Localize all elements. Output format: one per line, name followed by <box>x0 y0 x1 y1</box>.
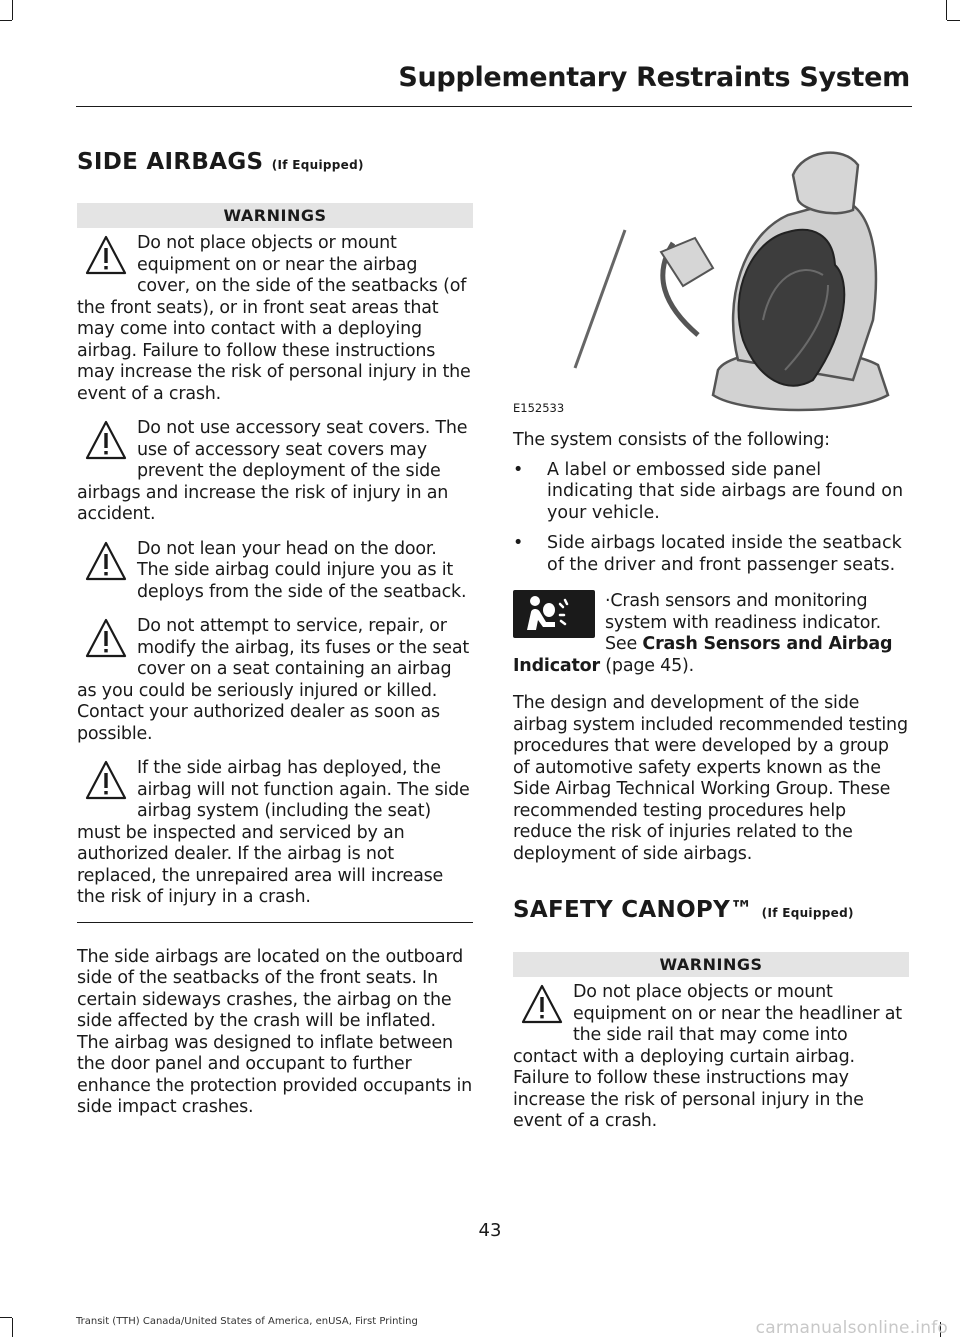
warnings-header: WARNINGS <box>77 203 473 228</box>
warning-item <box>77 539 473 604</box>
left-column <box>77 149 473 1119</box>
warning-item <box>77 758 473 909</box>
warning-text: Do not place objects or mount equipment on or near the headliner at the side rail that may come into contact with a deploying curtain airbag. Failure to follow these instructions may increase the risk of personal injury in the event of a crash. <box>513 982 902 1131</box>
warning-item <box>77 616 473 745</box>
footer: Transit (TTH) Canada/United States of America, enUSA, First Printing <box>76 1316 418 1327</box>
indicator-page-ref: (page 45). <box>605 655 695 676</box>
warning-text: Do not use accessory seat covers. The use of accessory seat covers may prevent the deployment of the side airbags and increase the risk of injury in an accident. <box>77 418 468 524</box>
bullet: • <box>513 533 524 553</box>
airbag-indicator-icon <box>513 590 595 638</box>
indicator-description: ·Crash sensors and monitoring system with readiness indicator. See <box>605 591 882 654</box>
warning-triangle-icon <box>84 539 128 583</box>
bullet: • <box>513 459 524 480</box>
indicator-block <box>513 591 909 677</box>
crop-mark <box>947 20 960 21</box>
warning-triangle-icon <box>84 418 128 462</box>
crash-sensors-link[interactable]: Crash Sensors and Airbag Indicator <box>513 634 893 676</box>
warnings-header: WARNINGS <box>513 952 909 977</box>
warning-triangle-icon <box>520 982 564 1026</box>
crop-mark <box>12 1318 13 1337</box>
watermark: carmanualsonline.info <box>755 1318 948 1338</box>
figure-code: E152533 <box>513 401 565 415</box>
crop-mark <box>946 0 947 20</box>
warnings-end-rule <box>77 922 473 923</box>
list-item <box>513 460 909 525</box>
list-item <box>513 533 909 576</box>
right-column <box>513 430 909 1133</box>
crop-mark <box>12 0 13 20</box>
warning-item <box>513 982 909 1133</box>
seat-drawing <box>513 140 906 422</box>
warning-item <box>77 418 473 526</box>
page-title: Supplementary Restraints System <box>398 62 910 93</box>
crop-mark <box>0 1317 12 1318</box>
warning-triangle-icon <box>84 758 128 802</box>
system-intro: The system consists of the following: <box>513 430 830 450</box>
section-heading-side-airbags <box>77 149 473 175</box>
section-title: SAFETY CANOPY™ <box>513 897 754 923</box>
side-airbag-seat-illustration <box>513 140 906 422</box>
crop-mark <box>0 20 12 21</box>
section-title: SIDE AIRBAGS <box>77 149 264 175</box>
system-components-list <box>513 460 909 577</box>
warning-text: Do not attempt to service, repair, or modify the airbag, its fuses or the seat cover on a seat containing an airbag as you could be seriously injured or killed. Contact your authorized dealer as soon as possible. <box>77 616 470 744</box>
page-number: 43 <box>478 1220 502 1241</box>
list-item-text: A label or embossed side panel indicating that side airbags are found on your vehicle. <box>547 459 904 523</box>
warning-triangle-icon <box>84 616 128 660</box>
list-item-text: Side airbags located inside the seatback of the driver and front passenger seats. <box>547 533 902 575</box>
side-airbag-paragraph: The side airbags are located on the outboard side of the seatbacks of the front seats. In certain sideways crashes, the airbag on the side affected by the crash will be inflated. The airbag was designed to inflate between the door panel and occupant to further enhance the protection provided occupants in side impact crashes. <box>77 946 473 1117</box>
warning-text: Do not lean your head on the door. The side airbag could injure you as it deploys from the side of the seatback. <box>137 538 467 602</box>
design-paragraph: The design and development of the side airbag system included recommended testing procedures that were developed by a group of automotive safety experts known as the Side Airbag Technical Working Group. These recommended testing procedures help reduce the risk of injuries related to the deployment of side airbags. <box>513 693 908 864</box>
warning-text: If the side airbag has deployed, the airbag will not function again. The side airbag system (including the seat) must be inspected and serviced by an authorized dealer. If the airbag is not replaced, the unrepaired area will increase the risk of injury in a crash. <box>77 758 470 907</box>
warning-text: Do not place objects or mount equipment on or near the airbag cover, on the side of the seatbacks (of the front seats), or in front seat areas that may come into contact with a deploying airbag. Failure to follow these instructions may increase the risk of personal injury in the event of a crash. <box>77 233 471 404</box>
section-heading-safety-canopy <box>513 897 909 923</box>
section-suffix: (If Equipped) <box>271 158 364 172</box>
warning-item <box>77 233 473 405</box>
warning-triangle-icon <box>84 233 128 277</box>
title-rule <box>76 106 912 107</box>
section-suffix: (If Equipped) <box>761 906 854 920</box>
